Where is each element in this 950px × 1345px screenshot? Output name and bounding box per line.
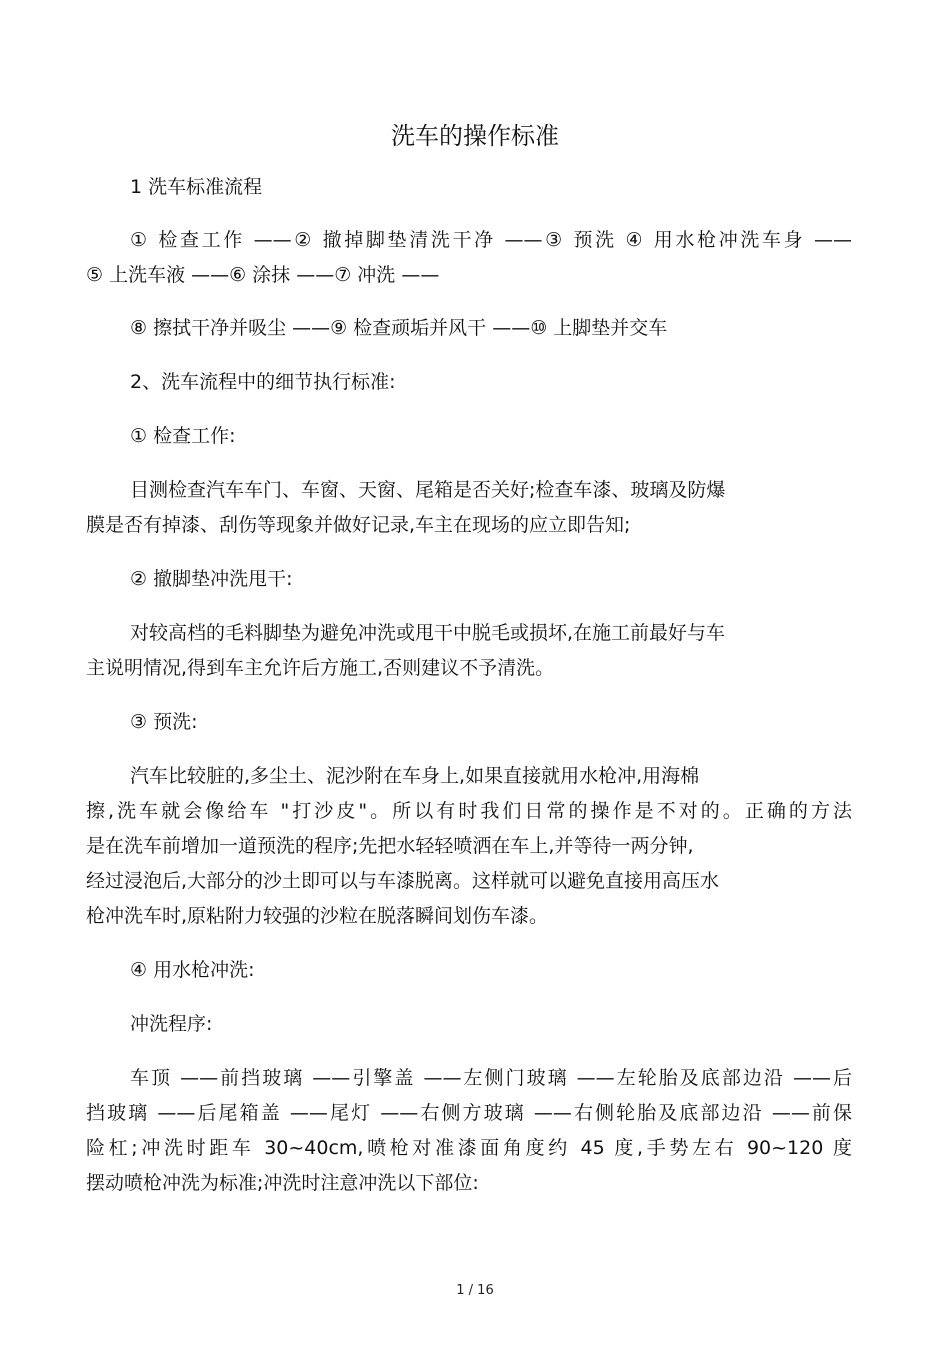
text-line: 枪冲洗车时,原粘附力较强的沙粒在脱落瞬间划伤车漆。 [86,905,549,927]
text-line: ① 检查工作: [130,425,236,447]
text-line: 2、洗车流程中的细节执行标准: [130,371,396,393]
text-line: 擦,洗车就会像给车 "打沙皮"。所以有时我们日常的操作是不对的。正确的方法 [86,800,852,822]
text-line: 是在洗车前增加一道预洗的程序;先把水轻轻喷洒在车上,并等待一两分钟, [86,835,694,857]
text-line: 险杠;冲洗时距车 30~40cm,喷枪对准漆面角度约 45 度,手势左右 90~120 度 [86,1137,852,1159]
text-line: 主说明情况,得到车主允许后方施工,否则建议不予清洗。 [86,657,555,679]
text-line: 挡玻璃 ——后尾箱盖 ——尾灯 ——右侧方玻璃 ——右侧轮胎及底部边沿 ——前保 [86,1102,852,1124]
text-line: 冲洗程序: [130,1013,213,1035]
text-line: 摆动喷枪冲洗为标准;冲洗时注意冲洗以下部位: [86,1172,479,1194]
body-paragraph [86,759,852,934]
body-paragraph [86,473,852,543]
section-heading-details [86,365,852,400]
body-paragraph [86,1061,852,1201]
page-number: 1 / 16 [456,1283,494,1298]
subheading-inspection [86,419,852,454]
text-line: ① 检查工作 ——② 撤掉脚垫清洗干净 ——③ 预洗 ④ 用水枪冲洗车身 —— [130,229,852,251]
text-line: ⑤ 上洗车液 ——⑥ 涂抹 ——⑦ 冲洗 —— [86,264,440,286]
text-line: 目测检查汽车车门、车窗、天窗、尾箱是否关好;检查车漆、玻璃及防爆 [130,479,726,501]
document-body [86,170,852,1201]
section-heading-wash-flow [86,170,852,205]
subheading-rinse-procedure [86,1007,852,1042]
text-line: 1 洗车标准流程 [130,176,263,198]
subheading-prewash [86,705,852,740]
body-paragraph [86,616,852,686]
flow-steps-paragraph [86,223,852,293]
document-title: 洗车的操作标准 [391,122,559,150]
text-line: ⑧ 擦拭干净并吸尘 ——⑨ 检查顽垢并风干 ——⑩ 上脚垫并交车 [130,317,668,339]
subheading-floor-mats [86,562,852,597]
text-line: 汽车比较脏的,多尘土、泥沙附在车身上,如果直接就用水枪冲,用海棉 [130,765,700,787]
text-line: ④ 用水枪冲洗: [130,959,255,981]
text-line: ③ 预洗: [130,711,198,733]
text-line: 膜是否有掉漆、刮伤等现象并做好记录,车主在现场的应立即告知; [86,514,631,536]
text-line: 经过浸泡后,大部分的沙土即可以与车漆脱离。这样就可以避免直接用高压水 [86,870,720,892]
flow-steps-paragraph [86,311,852,346]
text-line: ② 撤脚垫冲洗甩干: [130,568,293,590]
text-line: 车顶 ——前挡玻璃 ——引擎盖 ——左侧门玻璃 ——左轮胎及底部边沿 ——后 [130,1067,852,1089]
subheading-rinse [86,953,852,988]
text-line: 对较高档的毛料脚垫为避免冲洗或甩干中脱毛或损坏,在施工前最好与车 [130,622,726,644]
